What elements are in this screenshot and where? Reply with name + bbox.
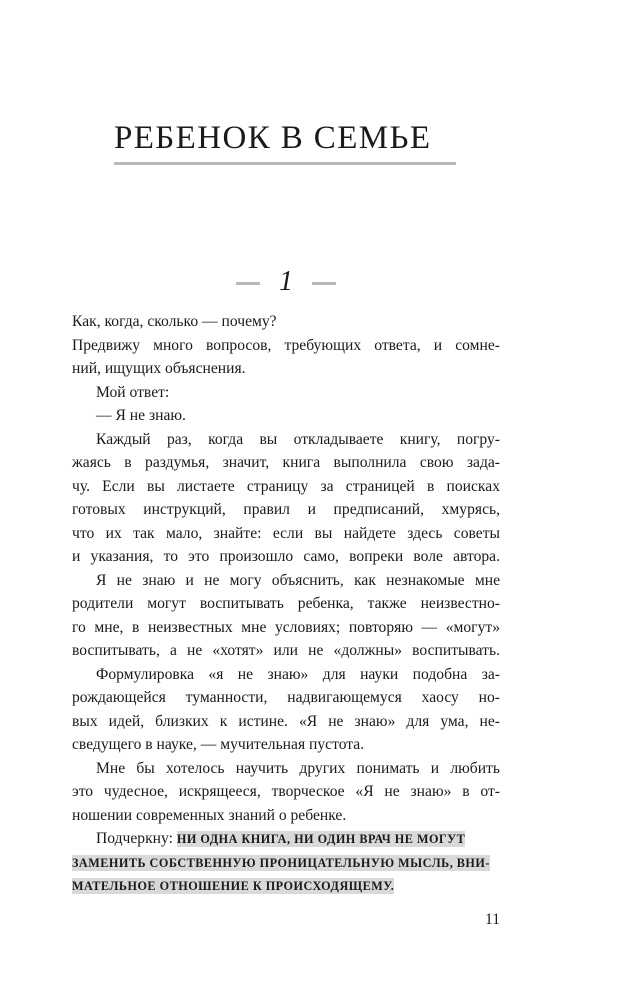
text-line: Каждый раз, когда вы откладываете книгу, погру- xyxy=(96,430,500,448)
text-line: ношении современных знаний о ребенке. xyxy=(72,806,347,824)
emphasis-lead: Подчеркну: xyxy=(96,830,177,847)
body-text xyxy=(72,310,500,898)
chapter-title: РЕБЕНОК В СЕМЬЕ xyxy=(114,120,432,156)
section-dash-right xyxy=(312,282,336,285)
section-number: 1 xyxy=(279,266,293,297)
emphasis-line xyxy=(72,851,500,875)
text-line: готовых инструкций, правил и предписаний, хмурясь, xyxy=(72,501,500,518)
emphasis-highlight: НИ ОДНА КНИГА, НИ ОДИН ВРАЧ НЕ МОГУТ xyxy=(176,832,466,846)
text-line: чу. Если вы листаете страницу за страницей в поисках xyxy=(72,477,500,495)
text-line: го мне, в неизвестных мне условиях; повторяю — «могут» xyxy=(72,618,500,636)
text-line: Мне бы хотелось научить других понимать и любить xyxy=(96,759,500,777)
text-line: жаясь в раздумья, значит, книга выполнила свою зада- xyxy=(72,454,500,471)
title-underline xyxy=(114,162,456,165)
text-line: что их так мало, знайте: если вы найдете здесь советы xyxy=(72,524,500,542)
section-marker xyxy=(236,264,336,300)
text-line: родители могут воспитывать ребенка, также неизвестно- xyxy=(72,595,500,612)
text-line: вых идей, близких к истине. «Я не знаю» для ума, не- xyxy=(72,712,500,730)
text-line: Я не знаю и не могу объяснить, как незнакомые мне xyxy=(96,571,500,589)
text-line: воспитывать, а не «хотят» или не «должны» воспитывать. xyxy=(72,642,500,659)
emphasis-highlight: ЗАМЕНИТЬ СОБСТВЕННУЮ ПРОНИЦАТЕЛЬНУЮ МЫСЛЬ, ВНИ- xyxy=(72,855,490,870)
page-number: 11 xyxy=(484,911,500,928)
text-line: Формулировка «я не знаю» для науки подобна за- xyxy=(96,665,500,683)
text-line: Как, когда, сколько — почему? xyxy=(72,313,277,330)
text-line: это чудесное, искрящееся, творческое «Я не знаю» в от- xyxy=(72,783,500,800)
emphasis-highlight: МАТЕЛЬНОЕ ОТНОШЕНИЕ К ПРОИСХОДЯЩЕМУ. xyxy=(72,879,395,893)
text-line: сведущего в науке, — мучительная пустота. xyxy=(72,736,365,753)
text-line: Мой ответ: xyxy=(96,383,170,401)
text-line: — Я не знаю. xyxy=(96,407,186,424)
text-line: и указания, то это произошло само, вопреки воле автора. xyxy=(72,548,500,565)
text-line: рождающейся туманности, надвигающемуся хаосу но- xyxy=(72,689,500,706)
text-line: Предвижу много вопросов, требующих ответа, и сомне- xyxy=(72,336,500,354)
emphasis-line xyxy=(72,827,500,851)
emphasis-line xyxy=(72,874,500,898)
text-line: ний, ищущих объяснения. xyxy=(72,360,246,377)
